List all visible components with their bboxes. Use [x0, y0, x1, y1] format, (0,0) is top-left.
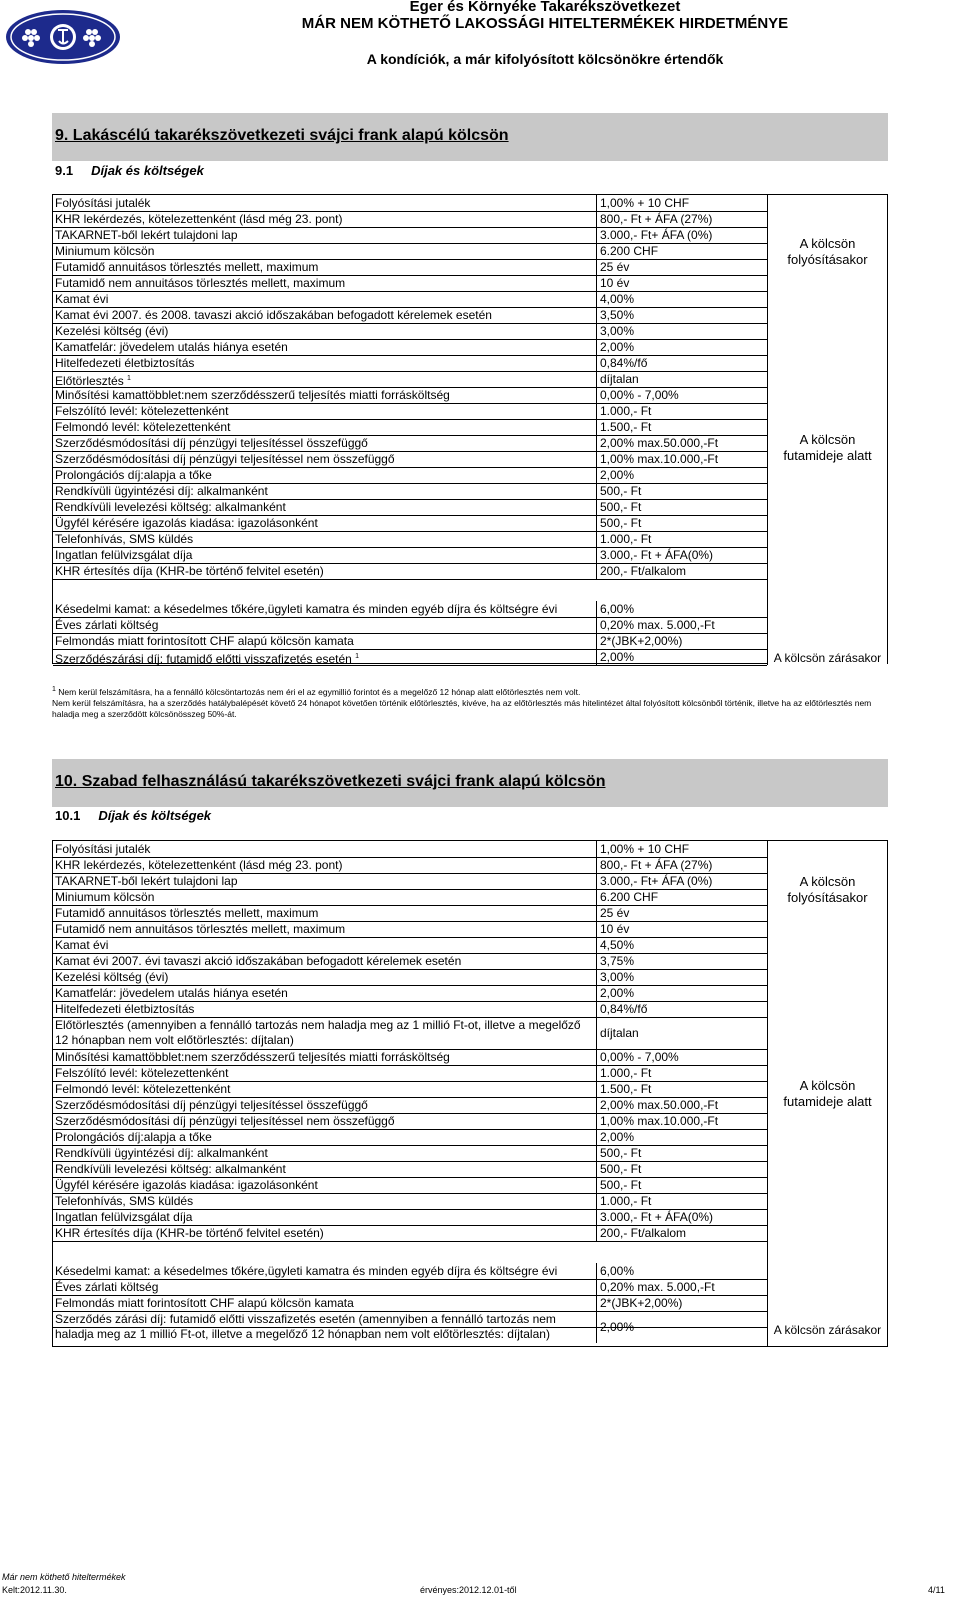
fee-row [53, 515, 887, 531]
fee-value: 1.500,- Ft [596, 419, 766, 435]
fee-row [53, 937, 887, 953]
fee-value: 3.000,- Ft + ÁFA(0%) [596, 1209, 766, 1225]
fee-row [53, 1129, 887, 1145]
fee-row [53, 857, 887, 873]
row-divider [53, 1241, 767, 1242]
fee-label: Ingatlan felülvizsgálat díja [55, 548, 193, 562]
fee-label: Kamatfelár: jövedelem utalás hiánya esetén [55, 986, 288, 1000]
fee-label: Futamidő annuitásos törlesztés mellett, maximum [55, 260, 319, 274]
fee-label: Ingatlan felülvizsgálat díja [55, 1210, 193, 1224]
fee-label: KHR értesítés díja (KHR-be történő felvitel esetén) [55, 1226, 324, 1240]
fee-row [53, 1225, 887, 1241]
fee-label: Miniumum kölcsön [55, 244, 155, 258]
fee-row [53, 1177, 887, 1193]
fee-row [53, 339, 887, 355]
fee-value: 6.200 CHF [596, 889, 766, 905]
fee-row [53, 1295, 887, 1311]
footer-date: Kelt:2012.11.30. [2, 1585, 67, 1595]
fee-row [53, 601, 887, 617]
fee-value: 25 év [596, 905, 766, 921]
fee-label: Szerződészárási díj: futamidő előtti visszafizetés esetén $^1$ [55, 652, 360, 666]
fee-value: 4,50% [596, 937, 766, 953]
fee-label: Rendkívüli ügyintézési díj: alkalmanként [55, 484, 268, 498]
fee-label: Ügyfél kérésére igazolás kiadása: igazolásonként [55, 516, 318, 530]
fee-label: Rendkívüli levelezési költség: alkalmanként [55, 500, 286, 514]
fee-row [53, 1263, 887, 1279]
fee-label: Szerződésmódosítási díj pénzügyi teljesítéssel összefüggő [55, 436, 368, 450]
fee-value: 200,- Ft/alkalom [596, 563, 766, 579]
fee-row [53, 275, 887, 291]
section-9-note-term: A kölcsön futamideje alatt [767, 309, 887, 586]
fee-row [53, 1065, 887, 1081]
fee-value: 500,- Ft [596, 1145, 766, 1161]
fee-row [53, 921, 887, 937]
fee-row [53, 1001, 887, 1017]
fee-row [53, 435, 887, 451]
fee-row [53, 1049, 887, 1065]
fee-value: 800,- Ft + ÁFA (27%) [596, 857, 766, 873]
fee-row [53, 227, 887, 243]
fee-row [53, 451, 887, 467]
fee-value: 1,00% max.10.000,-Ft [596, 451, 766, 467]
fee-label: Prolongációs díj:alapja a tőke [55, 468, 212, 482]
section-9-subtitle-number: 9.1 [55, 163, 74, 178]
section-9-footnote-2: Nem kerül felszámításra, ha a szerződés hatálybalépését követő 24 hónapot követően történik előtörlesztés, kivéve, ha az előtörlesztés más hitelintézet által folyósított kölcsönből történik, illetve ha az előtörlesztés nem haladja meg a szerződött kölcsönösszeg 50%-át. [52, 698, 872, 719]
fee-value: 1.000,- Ft [596, 1065, 766, 1081]
fee-value: 10 év [596, 275, 766, 291]
fee-label: Éves zárlati költség [55, 618, 159, 632]
fee-label: KHR értesítés díja (KHR-be történő felvitel esetén) [55, 564, 324, 578]
section-10-subtitle-number: 10.1 [55, 808, 81, 823]
fee-value: 0,20% max. 5.000,-Ft [596, 617, 766, 633]
fee-label: Miniumum kölcsön [55, 890, 155, 904]
fee-label: Felmondás miatt forintosított CHF alapú kölcsön kamata [55, 634, 354, 648]
document-subtitle: A kondíciók, a már kifolyósított kölcsönökre értendők [366, 51, 724, 67]
fee-label: TAKARNET-ből lekért tulajdoni lap [55, 228, 238, 242]
fee-value: 0,00% - 7,00% [596, 387, 766, 403]
fee-row [53, 323, 887, 339]
section-9-subtitle [55, 163, 204, 178]
fee-row [53, 563, 887, 579]
fee-value: 800,- Ft + ÁFA (27%) [596, 211, 766, 227]
fee-row [53, 1279, 887, 1295]
fee-row [53, 1017, 887, 1049]
fee-row [53, 419, 887, 435]
fee-row [53, 1209, 887, 1225]
fee-value: 1.000,- Ft [596, 403, 766, 419]
fee-row [53, 307, 887, 323]
fee-value: 500,- Ft [596, 515, 766, 531]
section-9-table [52, 194, 888, 664]
fee-row [53, 1113, 887, 1129]
fee-value: 2,00% [596, 985, 766, 1001]
fee-row [53, 259, 887, 275]
fee-value: 1.000,- Ft [596, 531, 766, 547]
fee-label: Kamat évi 2007. évi tavaszi akció időszakában befogadott kérelemek esetén [55, 954, 462, 968]
fee-value: 3,00% [596, 323, 766, 339]
fee-label: Rendkívüli levelezési költség: alkalmanként [55, 1162, 286, 1176]
fee-value: 3.000,- Ft+ ÁFA (0%) [596, 873, 766, 889]
fee-row [53, 1193, 887, 1209]
fee-value: 2*(JBK+2,00%) [596, 633, 766, 649]
section-9-subtitle-text: Díjak és költségek [91, 163, 204, 178]
fee-value: 6.200 CHF [596, 243, 766, 259]
fee-value: 6,00% [596, 1263, 766, 1279]
fee-value: 10 év [596, 921, 766, 937]
section-10-table [52, 840, 888, 1347]
fee-value: díjtalan [596, 371, 766, 387]
section-10-subtitle [55, 808, 211, 823]
fee-label: Felszólító levél: kötelezettenként [55, 404, 229, 418]
fee-label: KHR lekérdezés, kötelezettenként (lásd még 23. pont) [55, 858, 343, 872]
section-10-note-disbursement: A kölcsön folyósításakor [767, 841, 887, 939]
footnote-ref: 1 [127, 375, 131, 382]
fee-row [53, 467, 887, 483]
fee-row [53, 371, 887, 387]
fee-label: Szerződésmódosítási díj pénzügyi teljesítéssel összefüggő [55, 1098, 368, 1112]
fee-value: 2,00% max.50.000,-Ft [596, 1097, 766, 1113]
fee-value: 1.000,- Ft [596, 1193, 766, 1209]
fee-value: 1,00% max.10.000,-Ft [596, 1113, 766, 1129]
fee-label: Ügyfél kérésére igazolás kiadása: igazolásonként [55, 1178, 318, 1192]
logo-icon [4, 8, 122, 66]
fee-value: 0,84%/fő [596, 355, 766, 371]
fee-label: Telefonhívás, SMS küldés [55, 1194, 194, 1208]
fee-row [53, 387, 887, 403]
fee-label: Szerződésmódosítási díj pénzügyi teljesítéssel nem összefüggő [55, 1114, 395, 1128]
fee-label: Kamatfelár: jövedelem utalás hiánya esetén [55, 340, 288, 354]
institution-name: Eger és Környéke Takarékszövetkezet [409, 0, 681, 15]
fee-value: 0,84%/fő [596, 1001, 766, 1017]
fee-label: Szerződésmódosítási díj pénzügyi teljesítéssel nem összefüggő [55, 452, 395, 466]
fee-label: Késedelmi kamat: a késedelmes tőkére,ügyleti kamatra és minden egyéb díjra és költségre évi [55, 1264, 558, 1278]
fee-value: díjtalan [596, 1017, 766, 1049]
fee-value: 1,00% + 10 CHF [596, 841, 766, 857]
section-9-footnote-1 [52, 684, 888, 698]
fee-value: 6,00% [596, 601, 766, 617]
row-divider [53, 665, 767, 666]
fee-value: 500,- Ft [596, 1177, 766, 1193]
section-10-title: 10. Szabad felhasználású takarékszövetkezeti svájci frank alapú kölcsön [55, 773, 606, 790]
fee-value: 3,75% [596, 953, 766, 969]
fee-value: 2,00% [596, 467, 766, 483]
fee-label: Késedelmi kamat: a késedelmes tőkére,ügyleti kamatra és minden egyéb díjra és költségre évi [55, 602, 558, 616]
fee-row [53, 243, 887, 259]
fee-label: Előtörlesztés $^1$ [55, 374, 131, 388]
fee-label: TAKARNET-ből lekért tulajdoni lap [55, 874, 238, 888]
fee-row [53, 969, 887, 985]
fee-value: 25 év [596, 259, 766, 275]
footnote-mark: 1 [52, 686, 56, 693]
fee-label: Éves zárlati költség [55, 1280, 159, 1294]
fee-row [53, 195, 887, 211]
fee-value: 3,00% [596, 969, 766, 985]
footer-valid: érvényes:2012.12.01-től [420, 1585, 517, 1595]
row-divider [53, 1327, 767, 1328]
fee-label: Futamidő nem annuitásos törlesztés mellett, maximum [55, 276, 346, 290]
fee-label: Minősítési kamattöbblet:nem szerződésszerű teljesítés miatti forrásköltség [55, 388, 450, 402]
section-9-note-blank [767, 586, 887, 651]
fee-row [53, 985, 887, 1001]
fee-label: Futamidő nem annuitásos törlesztés mellett, maximum [55, 922, 346, 936]
fee-row [53, 291, 887, 307]
fee-label: Felszólító levél: kötelezettenként [55, 1066, 229, 1080]
fee-value: 500,- Ft [596, 483, 766, 499]
fee-row [53, 953, 887, 969]
fee-label: Folyósítási jutalék [55, 196, 151, 210]
fee-value: 500,- Ft [596, 499, 766, 515]
fee-label: Szerződés zárási díj: futamidő előtti visszafizetés esetén (amennyiben a fennálló tartozás nem haladja meg az 1 millió Ft-ot, illetve a megelőző 12 hónapban nem volt előtörlesztés: díjtalan) [55, 1312, 556, 1341]
fee-value: 2,00% [596, 1311, 766, 1343]
fee-row [53, 617, 887, 633]
fee-value: 200,- Ft/alkalom [596, 1225, 766, 1241]
fee-value: 2,00% [596, 1129, 766, 1145]
fee-row [53, 547, 887, 563]
fee-row [53, 403, 887, 419]
section-9-note-disbursement: A kölcsön folyósításakor [767, 195, 887, 309]
section-10-note-term: A kölcsön futamideje alatt [767, 939, 887, 1248]
document-title: MÁR NEM KÖTHETŐ LAKOSSÁGI HITELTERMÉKEK HIRDETMÉNYE [301, 15, 789, 32]
fee-value: 3.000,- Ft + ÁFA(0%) [596, 547, 766, 563]
fee-value: 1.500,- Ft [596, 1081, 766, 1097]
fee-label: Kezelési költség (évi) [55, 324, 169, 338]
footnote-ref: 1 [355, 653, 360, 660]
fee-label: Felmondó levél: kötelezettenként [55, 420, 231, 434]
fee-label: Hitelfedezeti életbiztosítás [55, 1002, 195, 1016]
section-10-note-blank [767, 1248, 887, 1314]
fee-row [53, 841, 887, 857]
fee-row [53, 483, 887, 499]
fee-row [53, 889, 887, 905]
footer-doc-name: Már nem köthető hiteltermékek [2, 1572, 126, 1582]
fee-label: Minősítési kamattöbblet:nem szerződésszerű teljesítés miatti forrásköltség [55, 1050, 450, 1064]
fee-row [53, 499, 887, 515]
row-divider [53, 579, 767, 580]
fee-value: 3.000,- Ft+ ÁFA (0%) [596, 227, 766, 243]
fee-label: Hitelfedezeti életbiztosítás [55, 356, 195, 370]
section-10-subtitle-text: Díjak és költségek [98, 808, 212, 823]
fee-row [53, 1081, 887, 1097]
fee-label: Futamidő annuitásos törlesztés mellett, maximum [55, 906, 319, 920]
fee-label: KHR lekérdezés, kötelezettenként (lásd még 23. pont) [55, 212, 343, 226]
fee-value: 2,00% [596, 649, 766, 665]
fee-row [53, 1145, 887, 1161]
fee-row [53, 1097, 887, 1113]
fee-label: Felmondás miatt forintosított CHF alapú kölcsön kamata [55, 1296, 354, 1310]
section-9-title: 9. Lakáscélú takarékszövetkezeti svájci frank alapú kölcsön [55, 127, 509, 144]
fee-value: 0,20% max. 5.000,-Ft [596, 1279, 766, 1295]
fee-value: 2,00% [596, 339, 766, 355]
footer-page: 4/11 [928, 1585, 945, 1595]
fee-label: Felmondó levél: kötelezettenként [55, 1082, 231, 1096]
fee-row [53, 905, 887, 921]
fee-row [53, 873, 887, 889]
fee-label: Kamat évi 2007. és 2008. tavaszi akció időszakában befogadott kérelemek esetén [55, 308, 492, 322]
fee-row [53, 1161, 887, 1177]
fee-label: Rendkívüli ügyintézési díj: alkalmanként [55, 1146, 268, 1160]
fee-label: Folyósítási jutalék [55, 842, 151, 856]
section-10-note-close: A kölcsön zárásakor [767, 1314, 887, 1346]
footnote-text-1: Nem kerül felszámításra, ha a fennálló kölcsöntartozás nem éri el az egymillió forintot és a megelőző 12 hónap alatt előtörlesztés nem volt. [58, 686, 581, 697]
fee-label: Kamat évi [55, 292, 109, 306]
fee-label: Prolongációs díj:alapja a tőke [55, 1130, 212, 1144]
fee-value: 3,50% [596, 307, 766, 323]
fee-label: Telefonhívás, SMS küldés [55, 532, 194, 546]
fee-row [53, 649, 887, 665]
fee-row [53, 355, 887, 371]
section-9-note-close: A kölcsön zárásakor [767, 651, 887, 664]
fee-label: Kamat évi [55, 938, 109, 952]
fee-value: 500,- Ft [596, 1161, 766, 1177]
fee-value: 2*(JBK+2,00%) [596, 1295, 766, 1311]
fee-value: 1,00% + 10 CHF [596, 195, 766, 211]
fee-label: Előtörlesztés (amennyiben a fennálló tartozás nem haladja meg az 1 millió Ft-ot, illetve a megelőző 12 hónapban nem volt előtörlesztés: díjtalan) [55, 1018, 581, 1047]
fee-row [53, 531, 887, 547]
fee-value: 4,00% [596, 291, 766, 307]
fee-row [53, 633, 887, 649]
fee-row [53, 211, 887, 227]
fee-value: 0,00% - 7,00% [596, 1049, 766, 1065]
fee-value: 2,00% max.50.000,-Ft [596, 435, 766, 451]
fee-label: Kezelési költség (évi) [55, 970, 169, 984]
